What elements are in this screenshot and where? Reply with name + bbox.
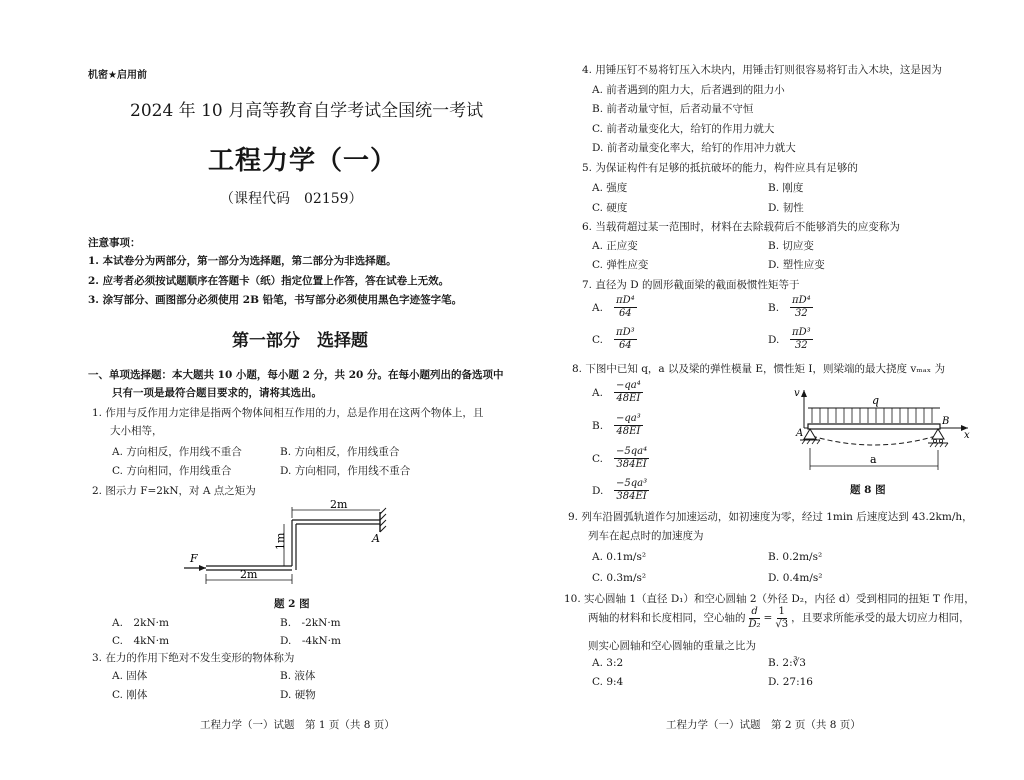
- q6-option-c[interactable]: C. 弹性应变: [592, 259, 649, 271]
- q2-fig-label-bottom: 2m: [240, 568, 258, 581]
- q2-fig-label-f: F: [190, 552, 198, 565]
- q5-option-b[interactable]: B. 刚度: [768, 182, 804, 194]
- q5-option-d[interactable]: D. 韧性: [768, 202, 804, 214]
- subject-title: 工程力学（一）: [208, 146, 398, 176]
- q4-option-a[interactable]: A. 前者遇到的阻力大，后者遇到的阻力小: [592, 84, 785, 96]
- course-code: （课程代码 02159）: [220, 191, 363, 207]
- q9-option-c[interactable]: C. 0.3m/s²: [592, 572, 647, 584]
- q5-stem: 5. 为保证构件有足够的抵抗破坏的能力，构件应具有足够的: [582, 162, 858, 174]
- q2-option-c[interactable]: C. 4kN·m: [112, 635, 170, 647]
- q1-stem: 1. 作用与反作用力定律是指两个物体间相互作用的力，总是作用在这两个物体上，且: [92, 407, 484, 419]
- q8-fig-label-length: a: [870, 453, 877, 466]
- q2-fig-label-top: 2m: [330, 498, 348, 511]
- q8-stem: 8. 下图中已知 q，a 以及梁的弹性模量 E，惯性矩 I，则梁端的最大挠度 vₘₐₓ 为: [572, 363, 946, 375]
- q9-option-d[interactable]: D. 0.4m/s²: [768, 572, 823, 584]
- q10-stem-cont: 两轴的材料和长度相同，空心轴的 $\frac{d}{\text{D₂}}$ = $\frac{1}{√3}$ ，且要求所能承受的最大切应力相同，: [588, 606, 970, 630]
- page-2: [512, 0, 1024, 780]
- q9-option-a[interactable]: A. 0.1m/s²: [592, 551, 647, 563]
- note-2: 2. 应考者必须按试题顺序在答题卡（纸）指定位置上作答，答在试卷上无效。: [88, 275, 450, 287]
- exam-title: 2024 年 10 月高等教育自学考试全国统一考试: [130, 101, 484, 121]
- q3-option-d[interactable]: D. 硬物: [280, 689, 316, 701]
- part-1-title: 第一部分 选择题: [232, 331, 368, 351]
- q1-option-c[interactable]: C. 方向相同，作用线重合: [112, 465, 232, 477]
- note-1: 1. 本试卷分为两部分，第一部分为选择题，第二部分为非选择题。: [88, 255, 397, 267]
- q10-stem: 10. 实心圆轴 1（直径 D₁）和空心圆轴 2（外径 D₂，内径 d）受到相同的扭矩 T 作用，: [564, 593, 975, 605]
- q7-option-b[interactable]: B. $\frac{\text{πD⁴}}{32}$: [768, 295, 811, 319]
- notes-heading: 注意事项：: [88, 237, 141, 249]
- q8-fig-label-a-point: A: [796, 428, 804, 439]
- q10-option-c[interactable]: C. 9:4: [592, 676, 624, 688]
- q10-ratio: $\frac{d}{\text{D₂}}$: [748, 606, 761, 630]
- q7-option-c[interactable]: C. $\frac{\text{πD³}}{64}$: [592, 327, 635, 351]
- q7-stem: 7. 直径为 D 的圆形截面梁的截面极惯性矩等于: [582, 279, 800, 291]
- q8-option-b[interactable]: B. $\frac{\text{−qa³}}{48EI}$: [592, 413, 641, 437]
- q6-option-a[interactable]: A. 正应变: [592, 240, 638, 252]
- q8-figure: [782, 384, 978, 480]
- q9-option-b[interactable]: B. 0.2m/s²: [768, 551, 823, 563]
- q4-option-c[interactable]: C. 前者动量变化大，给钉的作用力就大: [592, 123, 775, 135]
- note-3: 3. 涂写部分、画图部分必须使用 2B 铅笔，书写部分必须使用黑色字迹签字笔。: [88, 294, 463, 306]
- q5-option-c[interactable]: C. 硬度: [592, 202, 628, 214]
- section-1-intro: 一、单项选择题：本大题共 10 小题，每小题 2 分，共 20 分。在每小题列出的备选项中: [88, 369, 504, 381]
- q10-option-d[interactable]: D. 27:16: [768, 676, 813, 688]
- q9-stem: 9. 列车沿圆弧轨道作匀加速运动，如初速度为零，经过 1min 后速度达到 43.2km/h，: [568, 511, 973, 523]
- q8-option-a[interactable]: A. $\frac{\text{−qa⁴}}{48EI}$: [592, 380, 641, 404]
- q3-option-a[interactable]: A. 固体: [112, 670, 148, 682]
- q3-option-b[interactable]: B. 液体: [280, 670, 316, 682]
- q4-option-b[interactable]: B. 前者动量守恒，后者动量不守恒: [592, 103, 754, 115]
- q3-stem: 3. 在力的作用下绝对不发生变形的物体称为: [92, 652, 295, 664]
- q3-option-c[interactable]: C. 刚体: [112, 689, 148, 701]
- q2-option-a[interactable]: A. 2kN·m: [112, 617, 169, 629]
- q8-fig-label-x: x: [964, 430, 970, 441]
- q10-stem-cont-2: 则实心圆轴和空心圆轴的重量之比为: [588, 640, 756, 652]
- q2-fig-label-mid: 1m: [274, 532, 287, 550]
- q8-fig-label-q: q: [872, 394, 880, 407]
- q6-stem: 6. 当载荷超过某一范围时，材料在去除载荷后不能够消失的应变称为: [582, 221, 900, 233]
- q8-fig-label-b-point: B: [942, 416, 950, 427]
- section-1-intro-cont: 只有一项是最符合题目要求的，请将其选出。: [112, 387, 322, 399]
- q2-stem: 2. 图示力 F=2kN，对 A 点之矩为: [92, 485, 256, 497]
- page-2-footer: 工程力学（一）试题 第 2 页（共 8 页）: [666, 719, 861, 731]
- q8-caption: 题 8 图: [850, 484, 886, 496]
- q4-option-d[interactable]: D. 前者动量变化率大，给钉的作用冲力就大: [592, 142, 796, 154]
- q2-caption: 题 2 图: [274, 598, 310, 610]
- q9-stem-cont: 列车在起点时的加速度为: [588, 530, 704, 542]
- confidential-mark: 机密★启用前: [88, 70, 147, 81]
- q8-option-c[interactable]: C. $\frac{\text{−5qa⁴}}{384EI}$: [592, 446, 648, 470]
- q10-option-a[interactable]: A. 3:2: [592, 657, 624, 669]
- q5-option-a[interactable]: A. 强度: [592, 182, 628, 194]
- q4-stem: 4. 用锤压钉不易将钉压入木块内，用锤击钉则很容易将钉击入木块，这是因为: [582, 64, 942, 76]
- q1-option-a[interactable]: A. 方向相反，作用线不重合: [112, 446, 242, 458]
- page-1-footer: 工程力学（一）试题 第 1 页（共 8 页）: [200, 719, 395, 731]
- q10-option-b[interactable]: B. 2:∛3: [768, 657, 806, 669]
- q10-ratio-value: $\frac{1}{√3}$: [775, 606, 789, 630]
- q8-option-d[interactable]: D. $\frac{\text{−5qa³}}{384EI}$: [592, 478, 648, 502]
- q2-option-b[interactable]: B. -2kN·m: [280, 617, 341, 629]
- q1-stem-cont: 大小相等，: [110, 425, 163, 437]
- q1-option-b[interactable]: B. 方向相反，作用线重合: [280, 446, 400, 458]
- q2-option-d[interactable]: D. -4kN·m: [280, 635, 341, 647]
- q6-option-b[interactable]: B. 切应变: [768, 240, 814, 252]
- q7-option-d[interactable]: D. $\frac{\text{πD³}}{32}$: [768, 327, 811, 351]
- q2-fig-label-a: A: [372, 532, 380, 545]
- q7-option-a[interactable]: A. $\frac{\text{πD⁴}}{64}$: [592, 295, 635, 319]
- q1-option-d[interactable]: D. 方向相同，作用线不重合: [280, 465, 411, 477]
- q8-fig-label-v: v: [794, 388, 800, 399]
- q2-figure: [180, 498, 410, 594]
- q6-option-d[interactable]: D. 塑性应变: [768, 259, 825, 271]
